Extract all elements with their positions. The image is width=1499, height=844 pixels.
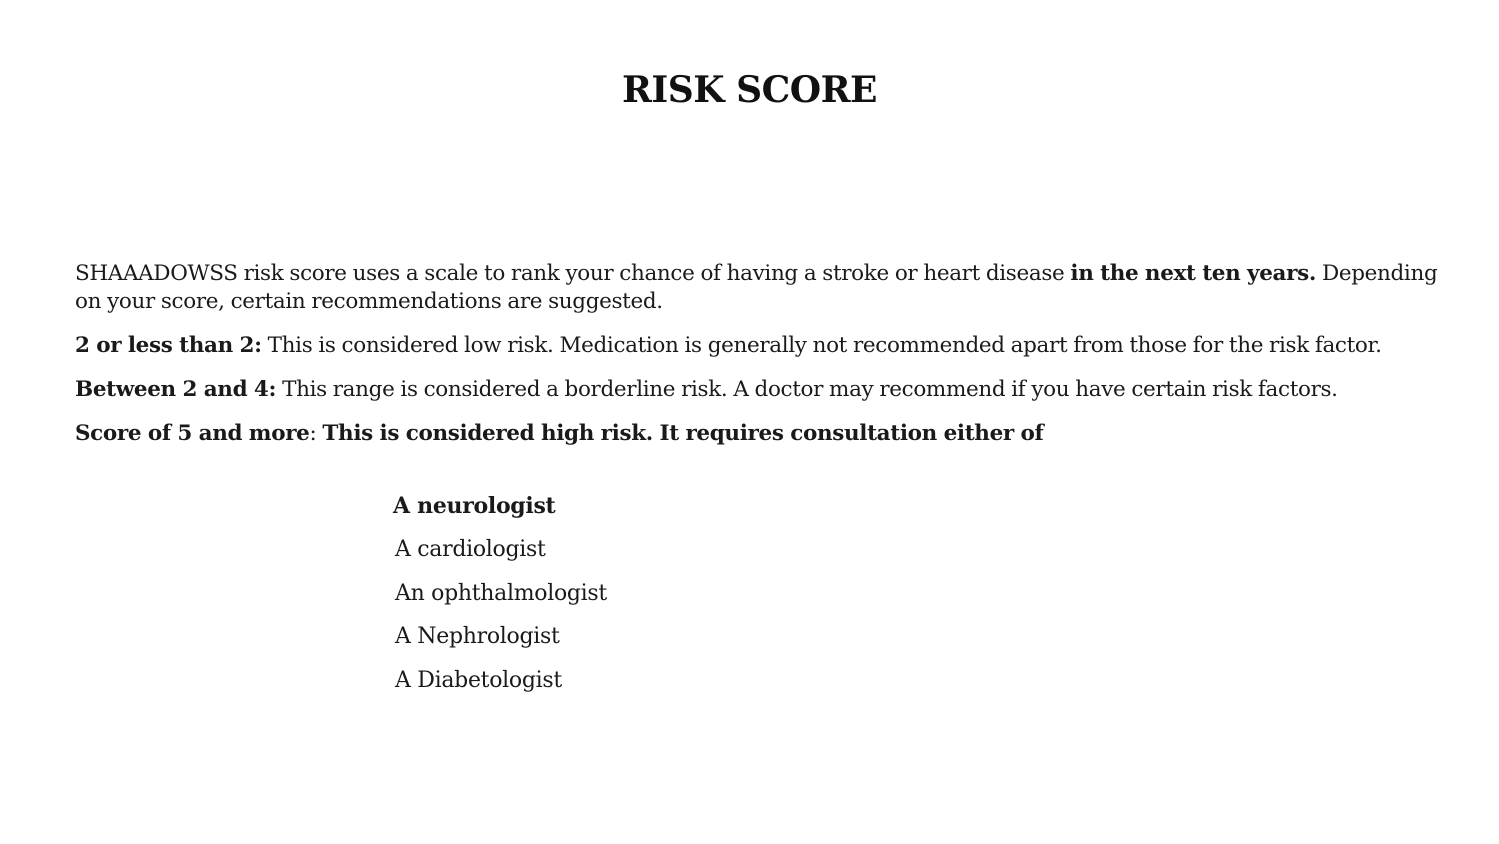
high-risk-text: This is considered high risk. It requires consultation either of — [322, 421, 1044, 446]
intro-paragraph — [75, 260, 1455, 316]
borderline-risk-label: Between 2 and 4: — [75, 377, 277, 402]
body-text — [75, 260, 1455, 464]
specialist-item-neurologist: A neurologist — [393, 493, 556, 519]
intro-text-a: SHAAADOWSS risk score uses a scale to rank your chance of having a stroke or heart disease — [75, 261, 1071, 286]
borderline-risk-paragraph — [75, 376, 1455, 404]
intro-text-b: Depending on your score, certain recommendations are suggested. — [75, 261, 1438, 314]
specialist-item-diabetologist: A Diabetologist — [395, 668, 562, 694]
low-risk-paragraph — [75, 332, 1455, 360]
specialist-item-ophthalmologist: An ophthalmologist — [395, 580, 607, 606]
low-risk-text: This is considered low risk. Medication is generally not recommended apart from those for the risk factor. — [261, 333, 1382, 358]
specialist-list — [393, 492, 607, 711]
low-risk-label: 2 or less than 2: — [75, 333, 262, 358]
intro-text-bold: in the next ten years. — [1070, 261, 1316, 286]
specialist-item-cardiologist: A cardiologist — [395, 536, 546, 562]
high-risk-paragraph — [75, 420, 1455, 448]
specialist-item-nephrologist: A Nephrologist — [395, 624, 560, 650]
high-risk-label: Score of 5 and more — [75, 421, 310, 446]
high-risk-colon: : — [309, 421, 323, 446]
borderline-risk-text: This range is considered a borderline risk. A doctor may recommend if you have certain risk factors. — [276, 377, 1338, 402]
page-title: RISK SCORE — [622, 69, 877, 111]
